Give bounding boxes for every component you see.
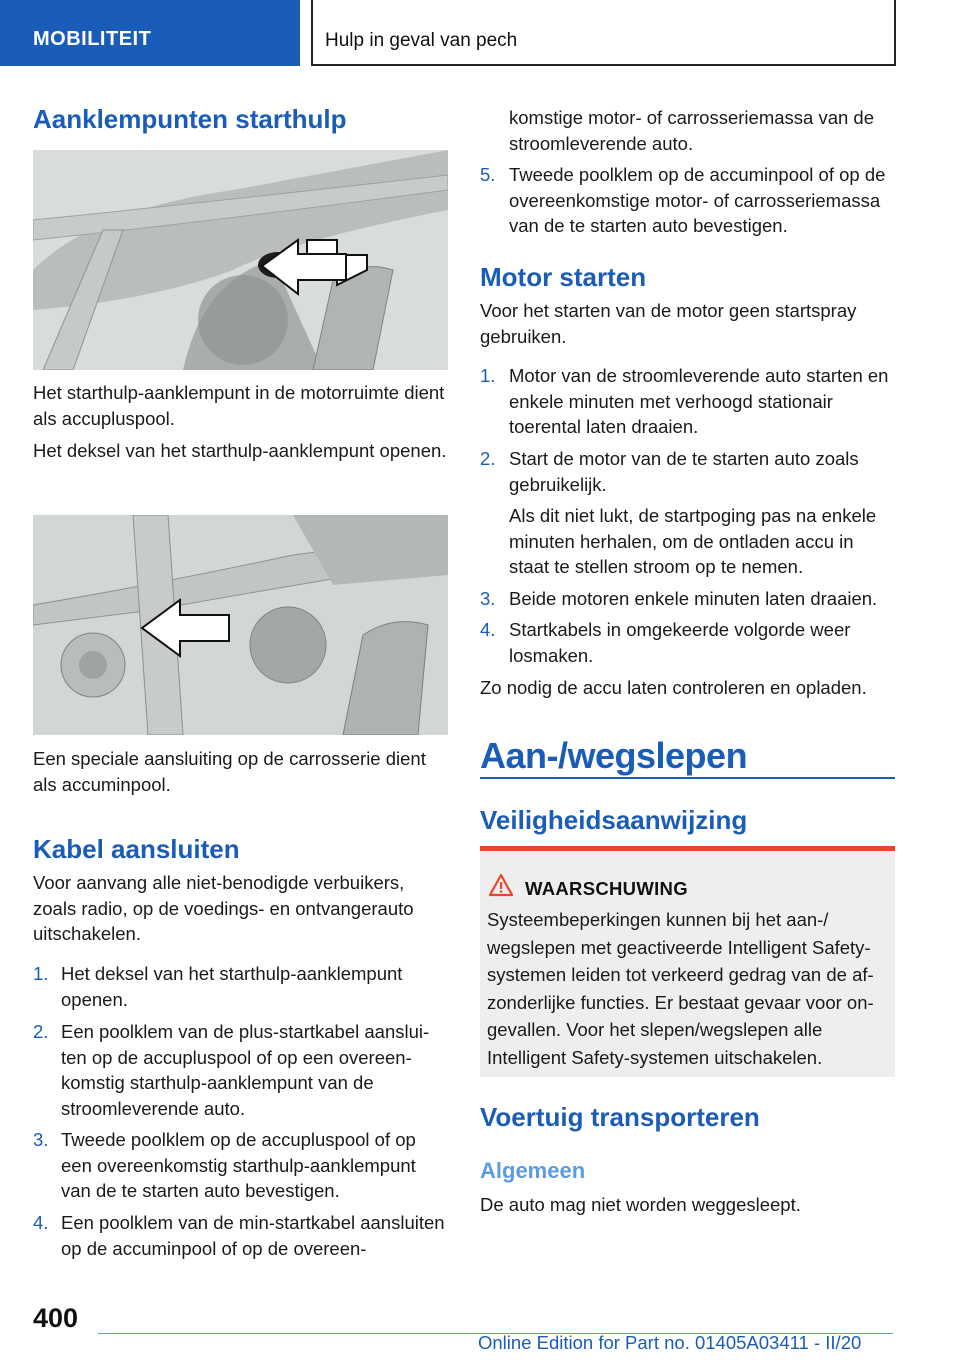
- section-title-connect-cables: Kabel aansluiten: [33, 834, 240, 864]
- step-number: 4.: [480, 619, 496, 640]
- header-bottom-border: [311, 64, 896, 66]
- header-section-label: MOBILITEIT: [33, 28, 152, 50]
- step-text: Het deksel van het starthulp-aanklempunt openen.: [61, 963, 403, 1010]
- step-number: 4.: [33, 1212, 49, 1233]
- warning-text: Systeembeperkingen kunnen bij het aan-/ wegslepen met geactiveerde Intelligent Safetysystemen leiden tot verkeerd gedrag van de afzonderlijke functies. Er bestaat gevaar voor ongevallen. Voor het slepen/wegslepen alle Intelligent Safety-systemen uitschakelen.: [487, 909, 874, 1068]
- step-number: 1.: [33, 963, 49, 984]
- subsection-title-general: Algemeen: [480, 1158, 586, 1183]
- step-text: Start de motor van de te starten auto zoals gebruikelijk.: [509, 448, 859, 495]
- warning-box: [480, 846, 895, 1077]
- connect-cables-intro: Voor aanvang alle niet-benodigde verbuikers, zoals radio, op de voedings- en ontvangerauto uitschakelen.: [33, 872, 414, 944]
- chapter-rule: [480, 777, 895, 779]
- section-title-start-engine: Motor starten: [480, 262, 647, 292]
- header-chapter-title: Hulp in geval van pech: [325, 30, 518, 51]
- pointer-arrow-icon: [260, 238, 350, 298]
- section-title-safety: Veiligheidsaanwijzing: [480, 805, 748, 835]
- footer-edition: Online Edition for Part no. 01405A03411 - II/20: [478, 1332, 862, 1353]
- section-title-transport: Voertuig transporteren: [480, 1102, 760, 1132]
- step-text: Een poolklem van de min-startkabel aansluiten op de accuminpool of op de overeen-: [61, 1212, 445, 1259]
- header-section-tab: [0, 0, 300, 66]
- step-text: Motor van de stroomleverende auto starten en enkele minuten met verhoogd stationair toerental laten draaien.: [509, 365, 889, 437]
- step-number: 1.: [480, 365, 496, 386]
- step-number: 2.: [33, 1021, 49, 1042]
- page-number: 400: [33, 1303, 79, 1333]
- photo-caption-positive: Het starthulp-aanklempunt in de motorruimte dient als accupluspool.: [33, 382, 445, 429]
- pointer-arrow-icon: [140, 598, 232, 660]
- photo-caption-negative: Een speciale aansluiting op de carrosserie dient als accuminpool.: [33, 748, 426, 795]
- header-right-border: [894, 0, 896, 66]
- step-text: Startkabels in omgekeerde volgorde weer losmaken.: [509, 619, 851, 666]
- engine-bay-photo-positive: [33, 150, 448, 370]
- section-title-jump-start-points: Aanklempunten starthulp: [33, 104, 347, 134]
- step-number: 2.: [480, 448, 496, 469]
- step-number: 3.: [33, 1129, 49, 1150]
- transport-text: De auto mag niet worden weggesleept.: [480, 1194, 801, 1215]
- step-note: Als dit niet lukt, de startpoging pas na enkele minuten herhalen, om de ontladen accu in staat te stellen stroom op te nemen.: [509, 505, 877, 577]
- start-engine-outro: Zo nodig de accu laten controleren en opladen.: [480, 677, 867, 698]
- step-text: Tweede poolklem op de accupluspool of op een overeenkomstig starthulp-aanklempunt van de te starten auto bevestigen.: [61, 1129, 416, 1201]
- step-text-continued: komstige motor- of carrosseriemassa van de stroomleverende auto.: [509, 107, 874, 154]
- step-number: 5.: [480, 164, 496, 185]
- step-text: Een poolklem van de plus-startkabel aansluiten op de accupluspool of op een overeenkomstig starthulp-aanklempunt van de stroomleverende auto.: [61, 1021, 430, 1119]
- step-text: Beide motoren enkele minuten laten draaien.: [509, 588, 878, 609]
- start-engine-intro: Voor het starten van de motor geen startspray gebruiken.: [480, 300, 857, 347]
- step-text: Tweede poolklem op de accuminpool of op de overeenkomstige motor- of carrosseriemassa van de te starten auto bevestigen.: [509, 164, 886, 236]
- instruction-open-cover: Het deksel van het starthulp-aanklempunt openen.: [33, 440, 447, 461]
- header-divider: [311, 0, 313, 66]
- warning-label: WAARSCHUWING: [525, 878, 688, 899]
- engine-bay-photo-negative: [33, 515, 448, 735]
- chapter-title-towing: Aan-/wegslepen: [480, 735, 748, 776]
- step-number: 3.: [480, 588, 496, 609]
- warning-triangle-icon: [488, 873, 514, 897]
